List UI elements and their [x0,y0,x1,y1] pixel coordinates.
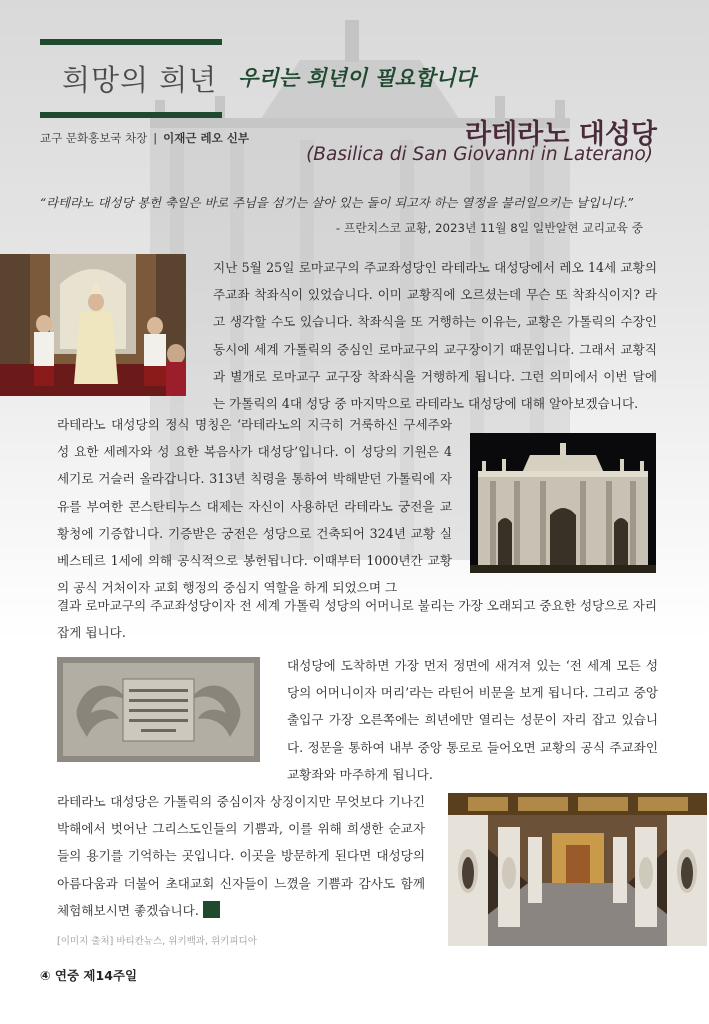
author-line [40,130,249,146]
paragraph-2: 라테라노 대성당의 정식 명칭은 ‘라테라노의 지극히 거룩하신 구세주와 성 요한 세례자와 성 요한 복음사가 대성당’입니다. 이 성당의 기원은 4세기로 거슬러 올라갑니다. 313년 칙령을 통하여 박해받던 가톨릭에 자유를 부여한 콘스탄티누스 대제는 자신이 사용하던 라테라노 궁전을 교황청에 기증합니다. 기증받은 궁전은 성당으로 건축되어 324년 교황 실베스테르 1세에 의해 공식적으로 봉헌됩니다. 이때부터 1000년간 교황의 공식 거처이자 교회 행정의 중심지 역할을 하게 되었으며 그 [57,417,452,596]
header-rule-top [40,39,222,45]
basilica-interior-nave-photo [448,793,707,946]
end-mark-icon [203,901,220,918]
image-credit: [이미지 출처] 바티칸뉴스, 위키백과, 위키피디아 [57,936,257,947]
epigraph-source: - 프란치스코 교황, 2023년 11월 8일 일반알현 교리교육 중 [335,221,643,235]
author-separator: | [153,131,158,145]
epigraph-quote: “라테라노 대성당 봉헌 축일은 바로 주님을 섬기는 살아 있는 돌이 되고자 하는 열정을 불러일으키는 날입니다.” [40,196,634,210]
article-title: 라테라노 대성당 [465,119,657,150]
page-footer: ④ 연중 제14주일 [40,968,138,983]
article-subtitle: (Basilica di San Giovanni in Laterano) [306,144,653,165]
author-role: 교구 문화홍보국 차장 [40,131,148,145]
series-subtitle: 우리는 희년이 필요합니다 [238,66,476,90]
latin-inscription-photo [57,657,260,762]
series-title: 희망의 희년 [62,63,218,97]
installation-ceremony-photo [0,254,186,396]
paragraph-1: 지난 5월 25일 로마교구의 주교좌성당인 라테라노 대성당에서 레오 14세 교황의 주교좌 착좌식이 있었습니다. 이미 교황직에 오르셨는데 무슨 또 착좌식이지? 라고 생각할 수도 있습니다. 착좌식을 또 거행하는 이유는, 교황은 가톨릭의 수장인 동시에 세계 가톨릭의 중심인 로마교구의 교구장이기 때문입니다. 그래서 교황직과 별개로 로마교구 교구장 착좌식을 거행하게 됩니다. 그런 의미에서 이번 달에는 가톨릭의 4대 성당 중 마지막으로 라테라노 대성당에 대해 알아보겠습니다. [213,260,657,412]
paragraph-4-text: 라테라노 대성당은 가톨릭의 중심이자 상징이지만 무엇보다 기나긴 박해에서 벗어난 그리스도인들의 기쁨과, 이를 위해 희생한 순교자들의 용기를 기억하는 곳입니다. 이곳을 방문하게 된다면 대성당의 아름다움과 더불어 초대교회 신자들이 느꼈을 기쁨과 감사도 함께 체험해보시면 좋겠습니다. [57,794,425,918]
paragraph-4 [57,788,425,924]
paragraph-2-continued: 결과 로마교구의 주교좌성당이자 전 세계 가톨릭 성당의 어머니로 불리는 가장 오래되고 중요한 성당으로 자리잡게 됩니다. [57,598,657,641]
author-name: 이재근 레오 신부 [163,131,249,145]
header-rule-bottom [40,112,222,118]
basilica-night-facade-photo [470,433,656,573]
paragraph-3: 대성당에 도착하면 가장 먼저 정면에 새겨져 있는 ‘전 세계 모든 성당의 어머니이자 머리’라는 라틴어 비문을 보게 됩니다. 그리고 중앙 출입구 가장 오른쪽에는 희년에만 열리는 성문이 자리 잡고 있습니다. 정문을 통하여 내부 중앙 통로로 들어오면 교황의 공식 주교좌인 교황좌와 마주하게 됩니다. [287,658,658,782]
